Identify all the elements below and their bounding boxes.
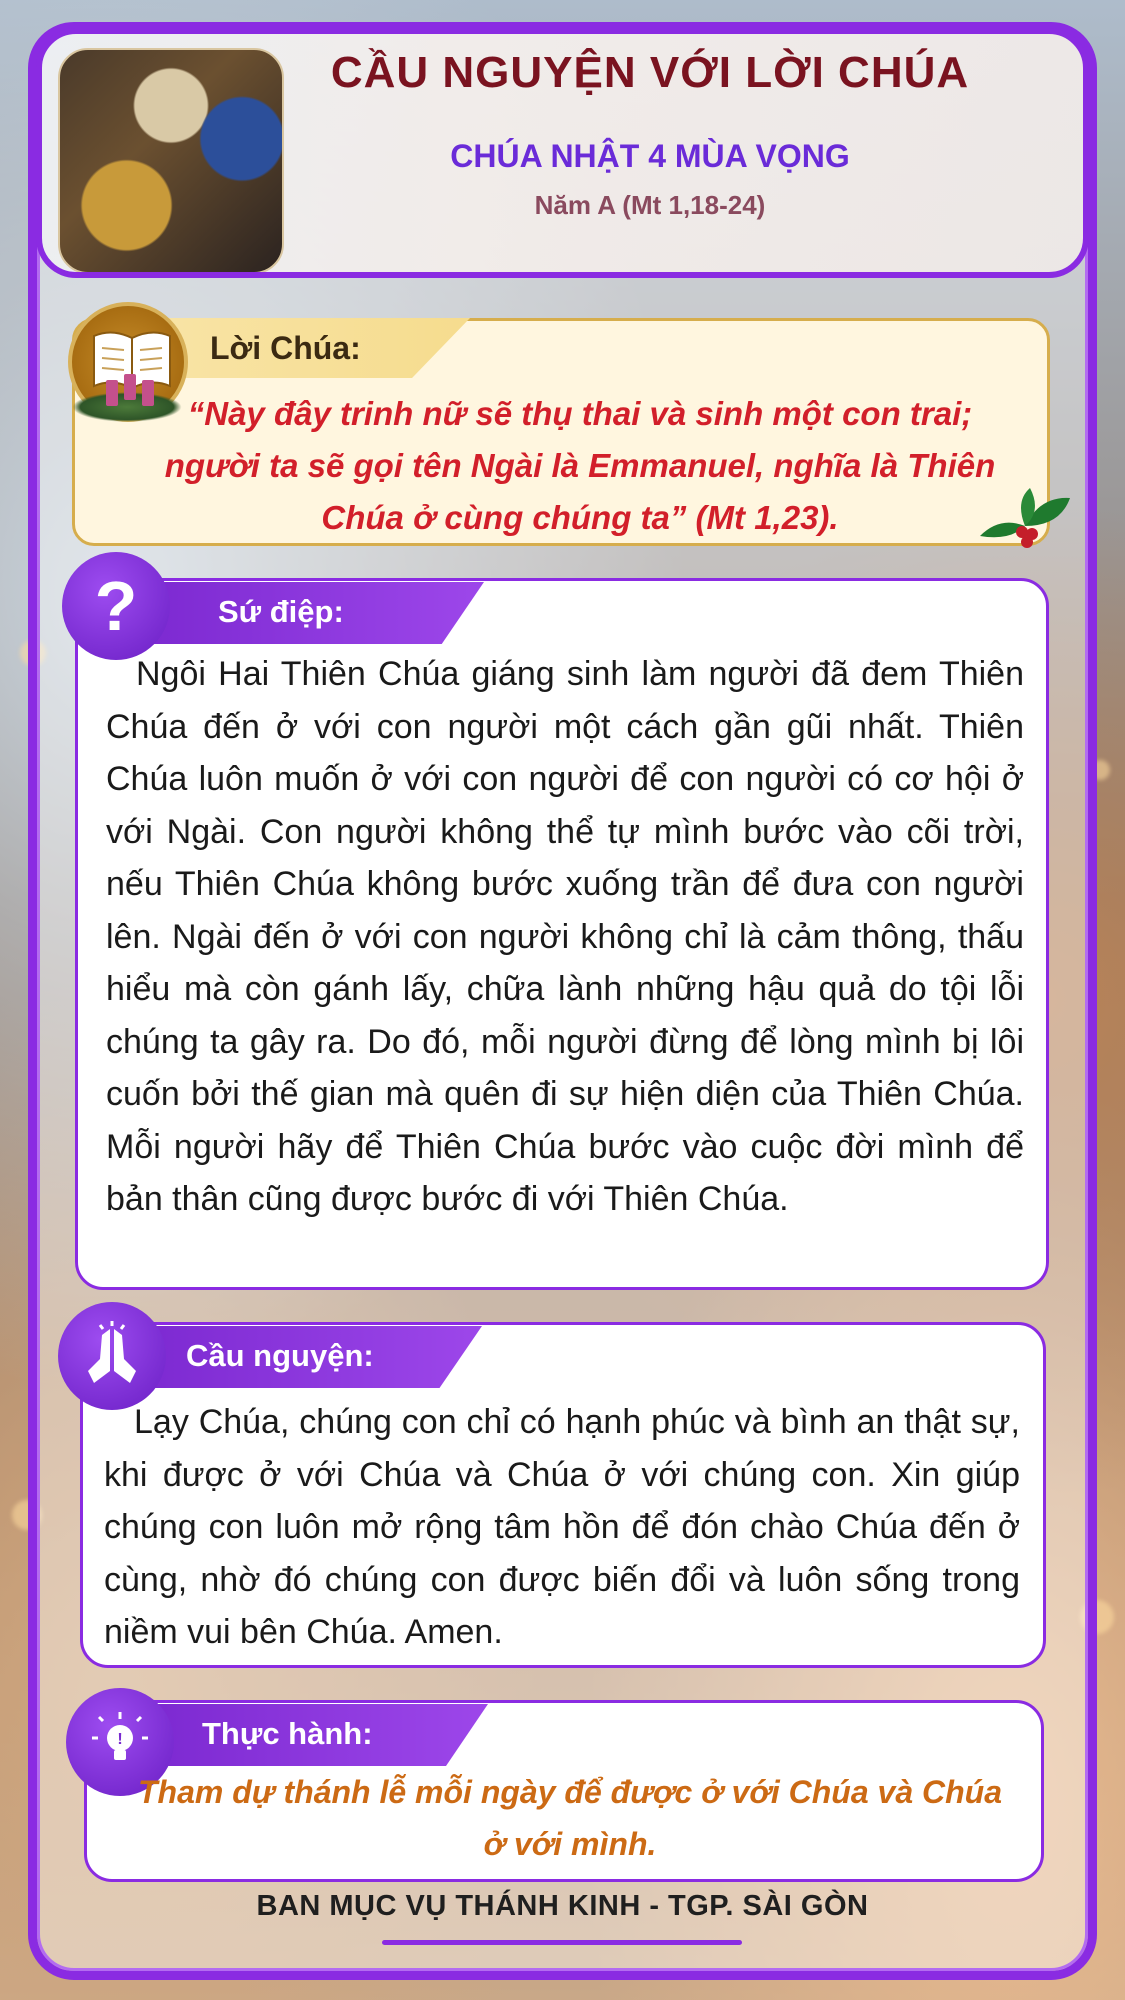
nativity-painting-image xyxy=(58,48,284,274)
candle-icon xyxy=(124,374,136,400)
word-of-god-label: Lời Chúa: xyxy=(210,330,361,366)
practice-text: Tham dự thánh lễ mỗi ngày để được ở với Chúa và Chúa ở với mình. xyxy=(137,1774,1003,1862)
page-title: CẦU NGUYỆN VỚI LỜI CHÚA xyxy=(330,48,970,97)
footer-credit: BAN MỤC VỤ THÁNH KINH - TGP. SÀI GÒN xyxy=(256,1890,869,1922)
practice-label: Thực hành: xyxy=(202,1716,373,1751)
scripture-quote: “Này đây trinh nữ sẽ thụ thai và sinh một con trai; người ta sẽ gọi tên Ngài là Emmanuel, nghĩa là Thiên Chúa ở cùng chúng ta” (Mt 1,23). xyxy=(164,395,996,536)
message-text: Ngôi Hai Thiên Chúa giáng sinh làm người đã đem Thiên Chúa đến ở với con người một cách gần gũi nhất. Thiên Chúa luôn muốn ở với con người để con người có cơ hội ở với Ngài. Con người không thể tự mình bước vào cõi trời, nếu Thiên Chúa không bước xuống trần để đưa con người lên. Ngài đến ở với con người không chỉ là cảm thông, thấu hiểu mà còn gánh lấy, chữa lành những hậu quả do tội lỗi chúng ta gây ra. Do đó, mỗi người đừng để lòng mình bị lôi cuốn bởi thế gian mà quên đi sự hiện diện của Thiên Chúa. Mỗi người hãy để Thiên Chúa bước vào cuộc đời mình để bản thân cũng được bước đi với Thiên Chúa. xyxy=(106,655,1024,1218)
question-icon: ? xyxy=(62,552,170,660)
footer-divider xyxy=(382,1940,742,1945)
message-label: Sứ điệp: xyxy=(218,594,344,629)
page-subtitle: CHÚA NHẬT 4 MÙA VỌNG xyxy=(450,138,850,174)
scripture-reference: Năm A (Mt 1,18-24) xyxy=(534,190,766,220)
holly-icon xyxy=(970,486,1080,556)
prayer-label: Cầu nguyện: xyxy=(186,1338,374,1373)
praying-hands-icon xyxy=(58,1302,166,1410)
prayer-text: Lạy Chúa, chúng con chỉ có hạnh phúc và bình an thật sự, khi được ở với Chúa và Chúa ở với chúng con. Xin giúp chúng con luôn mở rộng tâm hồn để đón chào Chúa đến ở cùng, nhờ đó chúng con được biến đổi và luôn sống trong niềm vui bên Chúa. Amen. xyxy=(104,1403,1020,1651)
candle-icon xyxy=(106,380,118,406)
svg-text:!: ! xyxy=(117,1731,123,1748)
